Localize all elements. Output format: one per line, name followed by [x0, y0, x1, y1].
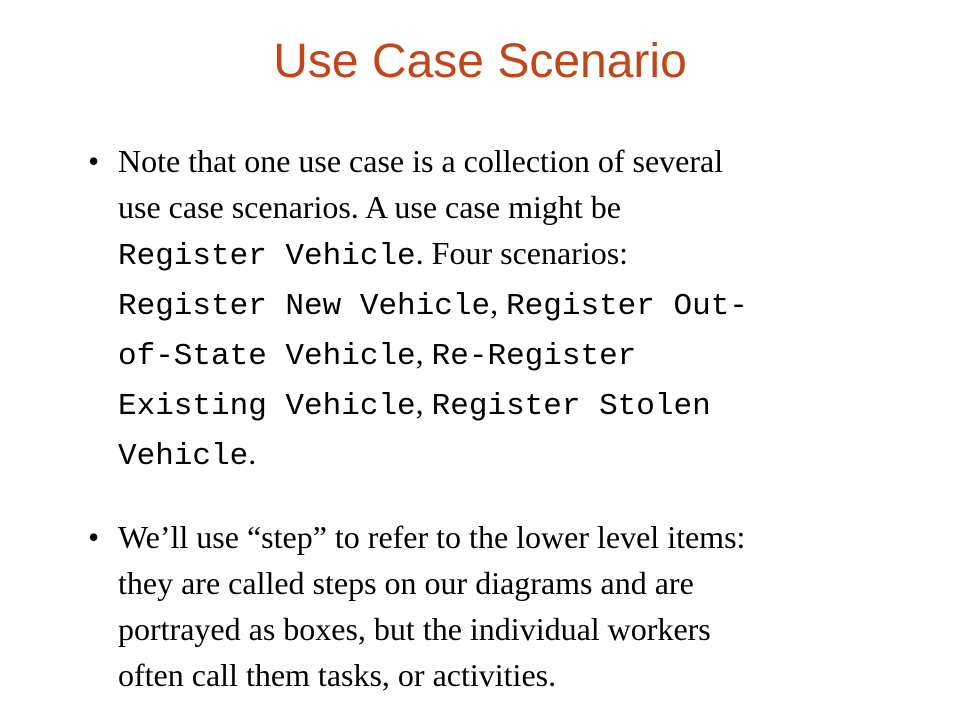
slide-title: Use Case Scenario — [273, 35, 687, 88]
body-text: , — [490, 285, 507, 321]
body-text: often call them tasks, or activities. — [118, 657, 557, 693]
bullet-line — [118, 138, 878, 184]
code-text: of-State Vehicle — [118, 339, 416, 374]
bullet-line — [118, 514, 878, 560]
code-text: Register Out- — [506, 289, 748, 324]
bullet-scenario-definition — [118, 138, 878, 480]
code-text: Re-Register — [431, 339, 637, 374]
bullet-line — [118, 280, 878, 330]
body-text: Note that one use case is a collection of several — [118, 143, 724, 179]
body-text: , — [415, 335, 432, 371]
bullet-line — [118, 230, 878, 280]
bullet-line — [118, 330, 878, 380]
body-text: they are called steps on our diagrams and are — [118, 565, 694, 601]
bullet-marker: • — [88, 519, 100, 555]
code-text: Register New Vehicle — [118, 289, 491, 324]
bullet-line — [118, 184, 878, 230]
bullet-step-definition — [118, 514, 878, 698]
bullet-marker: • — [88, 143, 100, 179]
body-text: , — [415, 385, 432, 421]
bullet-line — [118, 652, 878, 698]
body-text: We’ll use “step” to refer to the lower level items: — [118, 519, 746, 555]
bullet-line — [118, 560, 878, 606]
code-text: Vehicle — [118, 439, 249, 474]
code-text: Register Vehicle — [118, 239, 416, 274]
body-text: portrayed as boxes, but the individual workers — [118, 611, 711, 647]
code-text: Existing Vehicle — [118, 389, 416, 424]
body-text: . Four scenarios: — [415, 235, 629, 271]
bullet-line — [118, 380, 878, 430]
body-text: . — [248, 435, 257, 471]
bullet-line — [118, 606, 878, 652]
body-text: use case scenarios. A use case might be — [118, 189, 621, 225]
code-text: Register Stolen — [431, 389, 711, 424]
bullet-line — [118, 430, 878, 480]
